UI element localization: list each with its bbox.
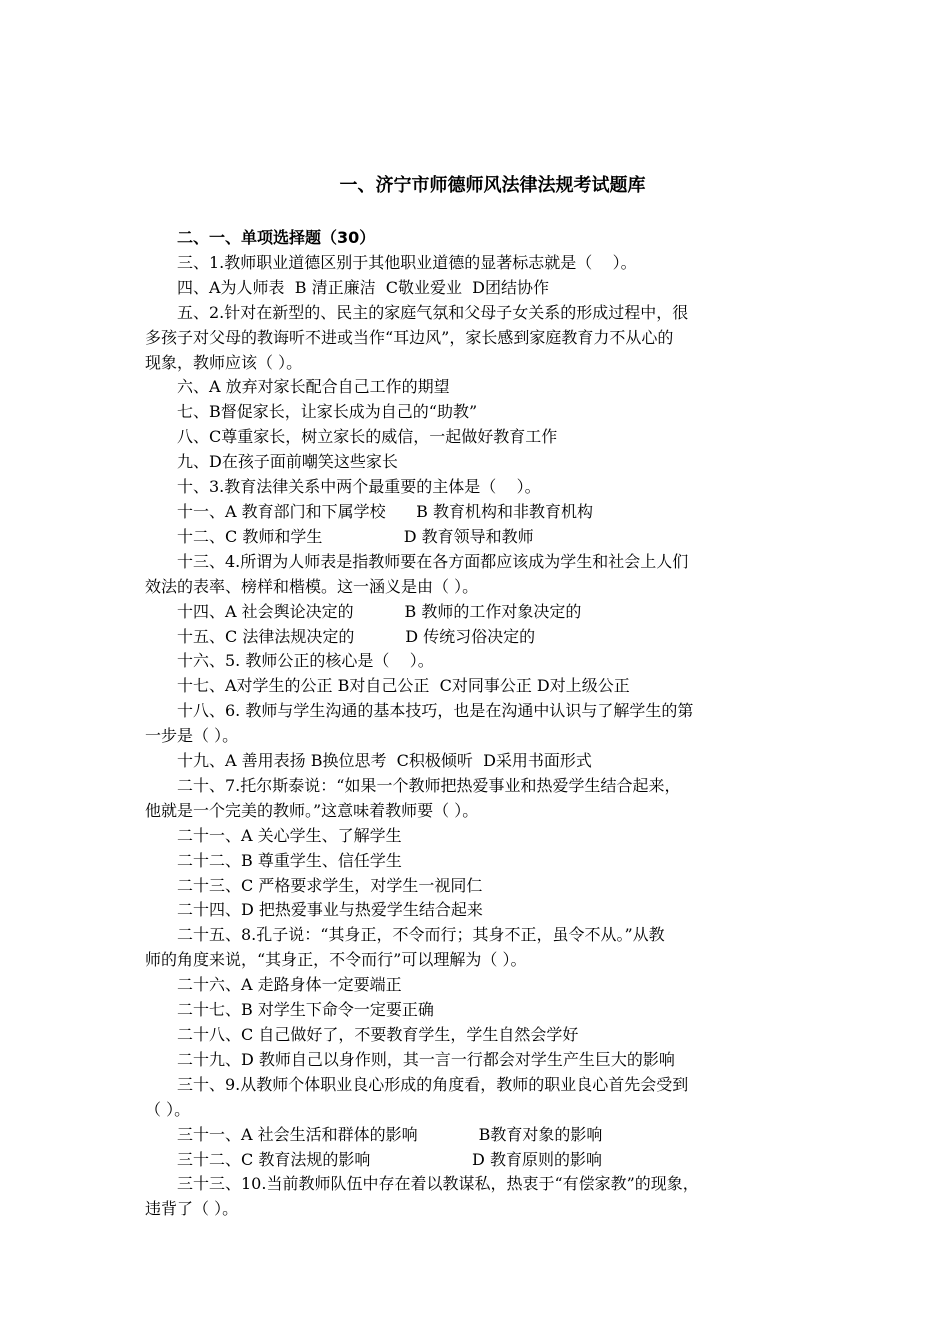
text-line: 一步是（ ）。 [145,726,239,746]
text-line: 二十八、C 自己做好了，不要教育学生，学生自然会学好 [177,1025,579,1044]
text-line: 十四、A 社会舆论决定的 B 教师的工作对象决定的 [177,601,582,621]
text-line: 他就是一个完美的教师。”这意味着教师要（ ）。 [145,800,479,820]
text-line: 七、B督促家长，让家长成为自己的“助教” [177,402,478,422]
text-line: 二十一、A 关心学生、了解学生 [177,825,402,845]
text-line: 十五、C 法律法规决定的 D 传统习俗决定的 [177,626,536,646]
text-line: 效法的表率、榜样和楷模。这一涵义是由（ ）。 [145,576,479,596]
text-line: 十二、C 教师和学生 D 教育领导和教师 [177,526,534,546]
document-title: 一、济宁市师德师风法律法规考试题库 [339,175,646,196]
text-line: 六、A 放弃对家长配合自己工作的期望 [177,377,450,397]
text-line: 九、D在孩子面前嘲笑这些家长 [177,452,398,472]
text-line: 二十三、C 严格要求学生，对学生一视同仁 [177,875,483,895]
text-line: 师的角度来说，“其身正，不令而行”可以理解为（ ）。 [145,950,527,970]
text-line: 十九、A 善用表扬 B换位思考 C积极倾听 D采用书面形式 [177,751,592,771]
text-line: 十六、5. 教师公正的核心是（ ）。 [177,651,434,671]
text-line: 二十、7.托尔斯泰说：“如果一个教师把热爱事业和热爱学生结合起来， [177,775,681,795]
text-line: 十、3.教育法律关系中两个最重要的主体是（ ）。 [177,477,541,497]
text-line: 十七、A对学生的公正 B对自己公正 C对同事公正 D对上级公正 [177,676,630,696]
text-line: 十三、4.所谓为人师表是指教师要在各方面都应该成为学生和社会上人们 [177,551,689,571]
text-line: 多孩子对父母的教诲听不进或当作“耳边风”，家长感到家庭教育力不从心的 [145,327,674,347]
text-line: 二十九、D 教师自己以身作则，其一言一行都会对学生产生巨大的影响 [177,1049,675,1069]
text-line: 二十二、B 尊重学生、信任学生 [177,850,402,870]
text-line: （ ）。 [145,1099,191,1119]
document-body [145,226,810,1222]
text-line: 二十六、A 走路身体一定要端正 [177,975,402,995]
text-line: 违背了（ ）。 [145,1199,239,1219]
text-line: 二十五、8.孔子说：“其身正，不令而行；其身不正，虽令不从。”从教 [177,925,665,945]
text-line: 现象，教师应该（ ）。 [145,352,303,372]
text-line: 二十四、D 把热爱事业与热爱学生结合起来 [177,900,483,920]
text-line: 四、A为人师表 B 清正廉洁 C敬业爱业 D团结协作 [177,277,549,297]
text-line: 三十三、10.当前教师队伍中存在着以教谋私，热衷于“有偿家教”的现象， [177,1174,699,1194]
section-heading: 二、一、单项选择题（30） [177,228,376,247]
text-line: 十八、6. 教师与学生沟通的基本技巧，也是在沟通中认识与了解学生的第 [177,701,694,721]
text-line: 二十七、B 对学生下命令一定要正确 [177,1000,434,1020]
text-line: 三十、9.从教师个体职业良心形成的角度看，教师的职业良心首先会受到 [177,1074,689,1094]
text-line: 十一、A 教育部门和下属学校 B 教育机构和非教育机构 [177,501,594,521]
text-line: 三、1.教师职业道德区别于其他职业道德的显著标志就是（ ）。 [177,252,637,272]
text-line: 八、C尊重家长，树立家长的威信，一起做好教育工作 [177,427,558,447]
text-line: 三十二、C 教育法规的影响 D 教育原则的影响 [177,1149,602,1169]
text-line: 三十一、A 社会生活和群体的影响 B教育对象的影响 [177,1124,603,1144]
text-line: 五、2.针对在新型的、民主的家庭气氛和父母子女关系的形成过程中，很 [177,302,689,322]
